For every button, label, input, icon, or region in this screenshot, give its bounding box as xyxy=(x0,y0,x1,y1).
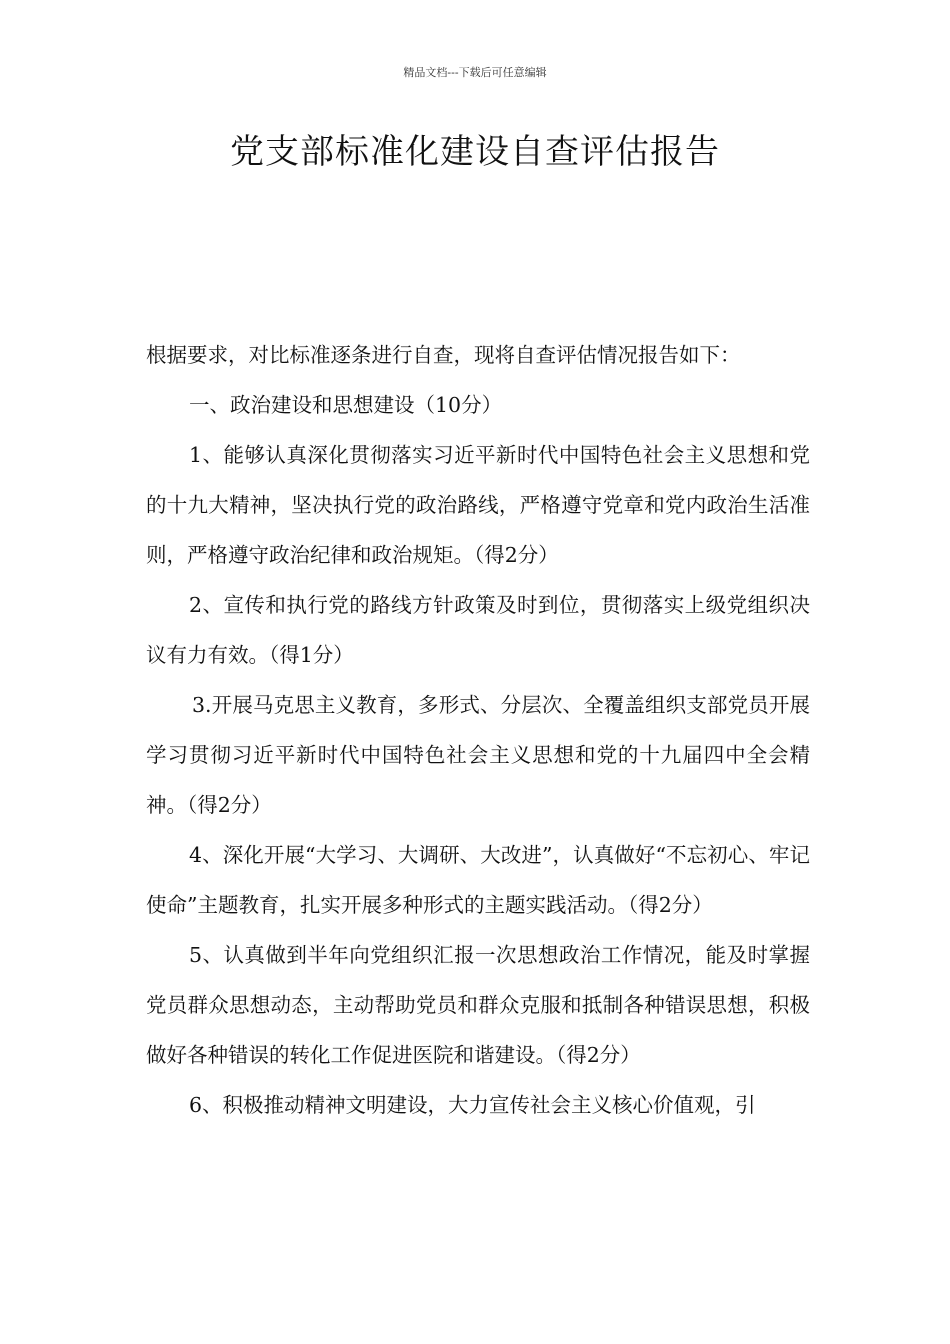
list-item: 2、宣传和执行党的路线方针政策及时到位，贯彻落实上级党组织决议有力有效。（得1分） xyxy=(146,593,810,667)
list-item: 3.开展马克思主义教育，多形式、分层次、全覆盖组织支部党员开展学习贯彻习近平新时代中国特色社会主义思想和党的十九届四中全会精神。（得2分） xyxy=(146,693,810,817)
section-heading: 一、政治建设和思想建设（10分） xyxy=(189,393,503,417)
intro-paragraph: 根据要求，对比标准逐条进行自查，现将自查评估情况报告如下： xyxy=(146,343,741,367)
list-item: 6、积极推动精神文明建设，大力宣传社会主义核心价值观，引 xyxy=(189,1093,756,1117)
page-header: 精品文档---下载后可任意编辑 xyxy=(403,66,547,79)
list-item: 1、能够认真深化贯彻落实习近平新时代中国特色社会主义思想和党的十九大精神，坚决执行党的政治路线，严格遵守党章和党内政治生活准则，严格遵守政治纪律和政治规矩。（得2分） xyxy=(146,443,810,567)
document-body xyxy=(146,330,810,1130)
list-item: 4、深化开展“大学习、大调研、大改进”，认真做好“不忘初心、牢记使命”主题教育，扎实开展多种形式的主题实践活动。（得2分） xyxy=(146,843,810,917)
document-title: 党支部标准化建设自查评估报告 xyxy=(230,132,720,172)
list-item: 5、认真做到半年向党组织汇报一次思想政治工作情况，能及时掌握党员群众思想动态，主动帮助党员和群众克服和抵制各种错误思想，积极做好各种错误的转化工作促进医院和谐建设。（得2分） xyxy=(146,943,810,1067)
